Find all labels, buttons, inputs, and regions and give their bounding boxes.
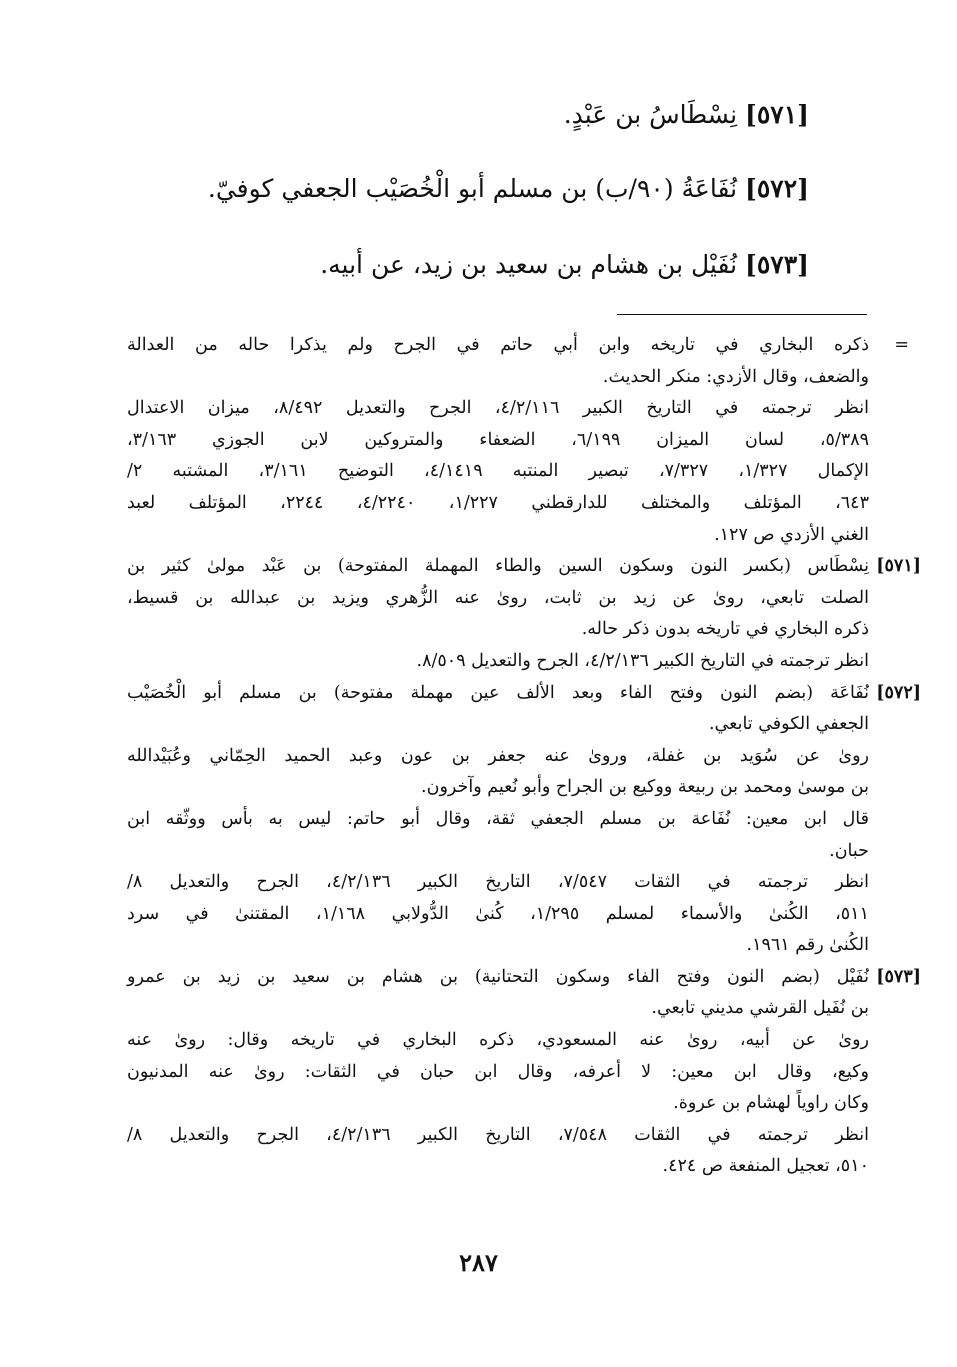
footnote-line: حبان. bbox=[829, 840, 869, 861]
footnote-line: انظر ترجمته في التاريخ الكبير ٤/٢/١٣٦، الجرح والتعديل ٨/٥٠٩. bbox=[416, 650, 869, 671]
footnote-line: انظر ترجمته في التاريخ الكبير ٤/٢/١١٦، الجرح والتعديل ٨/٤٩٢، ميزان الاعتدال bbox=[127, 398, 869, 419]
footnote-line: انظر ترجمته في الثقات ٧/٥٤٨، التاريخ الكبير ٤/٢/١٣٦، الجرح والتعديل ٨/ bbox=[127, 1124, 869, 1145]
footnote-marker: [٥٧١] bbox=[876, 556, 921, 577]
footnote-line: الإكمال ١/٣٢٧، ٧/٣٢٧، تبصير المنتبه ٤/١٤١٩، التوضيح ٣/١٦١، المشتبه ٢/ bbox=[127, 461, 870, 482]
footnote-paragraph bbox=[127, 741, 869, 804]
footnote-marker: [٥٧٢] bbox=[876, 682, 921, 703]
footnote-line: روىٰ عن أبيه، روىٰ عنه المسعودي، ذكره البخاري في تاريخه وقال: روىٰ عنه bbox=[127, 1030, 869, 1051]
footnote-marker: [٥٧٣] bbox=[876, 966, 921, 987]
footnote-573 bbox=[127, 962, 921, 1183]
footnote-divider bbox=[617, 314, 867, 315]
entry-number: [٥٧١] bbox=[745, 100, 809, 129]
footnote-paragraph bbox=[127, 551, 869, 646]
footnote-paragraph bbox=[127, 962, 869, 1025]
entry-572 bbox=[129, 172, 809, 206]
entry-number: [٥٧٣] bbox=[745, 250, 809, 279]
continuation-marker: = bbox=[894, 335, 909, 355]
footnote-line: الكُنىٰ رقم ١٩٦١. bbox=[746, 935, 869, 956]
footnote-line: والضعف، وقال الأزدي: منكر الحديث. bbox=[602, 366, 869, 387]
footnote-line: الصلت تابعي، روىٰ عن زيد بن ثابت، روىٰ عنه الزُّهري ويزيد بن عبدالله بن قسيط، bbox=[127, 587, 869, 608]
footnote-line: انظر ترجمته في الثقات ٧/٥٤٧، التاريخ الكبير ٤/٢/١٣٦، الجرح والتعديل ٨/ bbox=[127, 872, 869, 893]
footnote-line: وكيع، وقال ابن معين: لا أعرفه، وقال ابن حبان في الثقات: روىٰ عنه المدنيون bbox=[127, 1061, 869, 1082]
footnote-line: ٦٤٣، المؤتلف والمختلف للدارقطني ١/٢٢٧، ٤/٢٢٤٠، ٢٢٤٤، المؤتلف لعبد bbox=[127, 492, 869, 513]
footnote-paragraph bbox=[127, 678, 869, 741]
footnote-continuation bbox=[127, 330, 909, 551]
footnote-line: ٥/٣٨٩، لسان الميزان ٦/١٩٩، الضعفاء والمتروكين لابن الجوزي ٣/١٦٣، bbox=[127, 429, 869, 450]
entry-571 bbox=[129, 98, 809, 132]
entry-573 bbox=[129, 248, 809, 282]
footnote-paragraph bbox=[127, 646, 869, 678]
footnote-paragraph bbox=[127, 393, 869, 551]
footnotes bbox=[127, 330, 921, 1183]
footnote-line: نُفَيْل (بضم النون وفتح الفاء وسكون التحتانية) بن هشام بن سعيد بن زيد بن عمرو bbox=[127, 966, 869, 987]
footnote-paragraph bbox=[127, 1120, 869, 1183]
footnote-line: ذكره البخاري في تاريخه وابن أبي حاتم في الجرح ولم يذكرا حاله من العدالة bbox=[127, 335, 869, 355]
footnote-line: ٥١٠، تعجيل المنفعة ص ٤٢٤. bbox=[662, 1156, 869, 1177]
footnote-line: بن نُفَيل القرشي مديني تابعي. bbox=[651, 998, 869, 1019]
footnote-line: الغني الأزدي ص ١٢٧. bbox=[714, 524, 869, 545]
footnote-paragraph bbox=[127, 1025, 869, 1120]
footnote-paragraph bbox=[127, 330, 869, 393]
footnote-line: الجعفي الكوفي تابعي. bbox=[708, 714, 869, 735]
footnote-line: نِسْطَاس (بكسر النون وسكون السين والطاء المهملة المفتوحة) بن عَبْد مولىٰ كثير بن bbox=[127, 556, 869, 577]
footnote-line: وكان راوياً لهشام بن عروة. bbox=[673, 1093, 869, 1114]
footnote-paragraph bbox=[127, 804, 869, 867]
page-number: ٢٨٧ bbox=[459, 1248, 498, 1277]
footnote-line: ذكره البخاري في تاريخه بدون ذكر حاله. bbox=[581, 619, 869, 640]
entry-text: نُفَيْل بن هشام بن سعيد بن زيد، عن أبيه. bbox=[320, 250, 738, 279]
entry-number: [٥٧٢] bbox=[745, 174, 809, 203]
footnote-line: روىٰ عن سُوَيد بن غفلة، وروىٰ عنه جعفر بن عون وعبد الحميد الحِمّاني وعُبَيْدالله bbox=[127, 745, 869, 766]
entry-text: نُفَاعَةُ (٩٠/ب) بن مسلم أبو الْخُصَيْب الجعفي كوفيّ. bbox=[207, 174, 738, 203]
footnote-line: قال ابن معين: نُفَاعة بن مسلم الجعفي ثقة، وقال أبو حاتم: ليس به بأس ووثّقه ابن bbox=[127, 808, 869, 829]
footnote-line: ٥١١، الكُنىٰ والأسماء لمسلم ١/٢٩٥، كُنىٰ الدُّولابي ١/١٦٨، المقتنىٰ في سرد bbox=[127, 903, 869, 924]
footnote-571 bbox=[127, 551, 921, 677]
footnote-line: بن موسىٰ ومحمد بن ربيعة ووكيع بن الجراح وأبو نُعيم وآخرون. bbox=[421, 777, 869, 798]
footnote-line: نُفَاعَة (بضم النون وفتح الفاء وبعد الألف عين مهملة مفتوحة) بن مسلم أبو الْخُصَيْب bbox=[127, 682, 869, 703]
entry-text: نِسْطَاسُ بن عَبْدٍ. bbox=[563, 100, 738, 129]
footnote-572 bbox=[127, 678, 921, 962]
footnote-paragraph bbox=[127, 867, 869, 962]
